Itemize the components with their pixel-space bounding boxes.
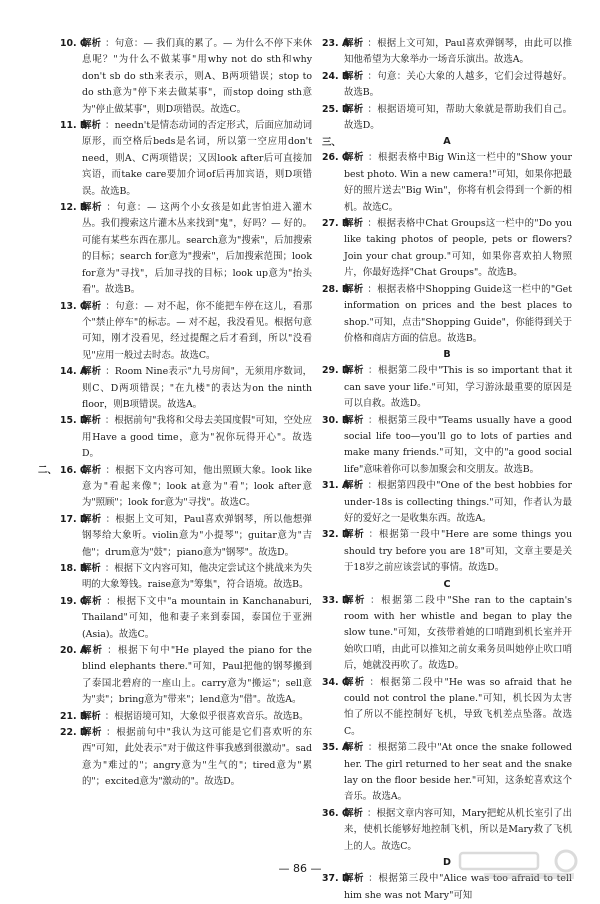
watermark-logo-icon [454, 847, 584, 883]
explanation-text: ：句意：— 我们真的累了。— 为什么不停下来休息呢？"为什么不做某事"用why not do sth和why don't sb do sth来表示，则A、B两项错误；stop to do sth意为"停下来去做某事"，而stop doing sth意为"停止做某事"，则D项错误。故选C。 [82, 38, 312, 115]
answer-label: 解析 [82, 595, 103, 607]
answer-label: 解析 [82, 300, 102, 312]
answer-label: 解析 [82, 513, 102, 525]
explanation-text: ：根据语境可知，帮助大象就是帮助我们自己。故选D。 [344, 103, 572, 132]
explanation-text: ：根据第二段中"She ran to the captain's room with her whistle and began to play the slow tune."可知，女孩带着她的口哨跑到机长室并开始吹口哨，由此可以推知之前女乘务员叫她停止吹口哨后，她就没再吹了。故选D。 [344, 594, 572, 672]
explanation-text: ：根据下句中"He played the piano for the blind elephants there."可知，Paul把他的钢琴搬到了泰国北碧府的一座山上。carry意为"搬运"；sell意为"卖"；bring意为"带来"；lend意为"借"。故选A。 [82, 645, 312, 706]
answer-label: 解析 [344, 70, 364, 82]
answer-entry [322, 478, 572, 527]
question-number: 16. C [60, 464, 87, 476]
answer-label: 解析 [344, 152, 364, 164]
question-number: 22. D [60, 727, 88, 739]
explanation-text: ：needn't是情态动词的否定形式，后面应加动词原形，而空格后beds是名词，所以第一空应用don't need，则A、C两项错误；又因look after后可直接加宾语，而take care要加介词of后再加宾语，则D项错误。故选B。 [82, 120, 312, 197]
question-number: 24. B [322, 70, 350, 82]
question-number: 18. B [60, 563, 88, 574]
question-number: 26. C [322, 152, 349, 164]
answer-entry [322, 363, 572, 412]
answer-label: 解析 [344, 480, 364, 492]
answer-entry [322, 675, 572, 741]
answer-entry [60, 561, 312, 594]
question-number: 31. A [322, 480, 350, 492]
answer-entry [60, 200, 312, 298]
answer-label: 解析 [82, 202, 103, 214]
answer-entry [60, 594, 312, 643]
answer-entry [322, 216, 572, 282]
answer-entry [60, 725, 312, 791]
explanation-text: ：根据第二段中"This is so important that it can save your life."可知，学习游泳最重要的原因是可以自救。故选D。 [344, 365, 572, 410]
answer-label: 解析 [82, 415, 101, 427]
page-number: — 86 — [278, 862, 322, 875]
answer-label: 解析 [344, 594, 367, 606]
answer-label: 解析 [344, 529, 365, 541]
question-number: 25. D [322, 103, 350, 115]
passage-heading: B [443, 349, 451, 361]
answer-label: 解析 [344, 676, 366, 688]
explanation-text: ：句意：— 对不起，你不能把车停在这儿，看那个"禁止停车"的标志。— 对不起，我没看见。根据句意可知，刚才没看见，经过提醒之后才看到，所以"没看见"应用一般过去时态。故选C。 [82, 300, 312, 361]
answer-label: 解析 [82, 710, 101, 722]
section-label: 二、 [38, 464, 57, 476]
explanation-text: ：根据第三段中"Teams usually have a good social life too—you'll go to lots of parties and make many friends."可知，文中的"a good social life"意味着你可以参加聚会和交朋友。故选B。 [344, 414, 572, 475]
explanation-text: ：根据表格中Big Win这一栏中的"Show your best photo. Win a new camera!"可知，如果你把最好的照片送去"Big Win"，你将有机会得到一个新的相机。故选C。 [344, 152, 572, 213]
answer-label: 解析 [344, 414, 364, 426]
answer-label: 解析 [344, 103, 364, 115]
answer-entry [322, 36, 572, 69]
answer-entry [322, 150, 572, 216]
question-number: 15. D [60, 415, 88, 427]
question-number: 10. C [60, 38, 87, 49]
answer-entry [322, 740, 572, 806]
answer-entry [60, 36, 312, 118]
answer-entry [322, 527, 572, 576]
answer-label: 解析 [82, 464, 102, 476]
question-number: 27. B [322, 218, 350, 230]
explanation-text: ：根据下文内容可知，他决定尝试这个挑战来为失明的大象筹钱。raise意为"筹集"，符合语境。故选B。 [82, 563, 312, 591]
left-column [38, 36, 312, 791]
explanation-text: ：根据下文内容可知，他出照顾大象。look like意为"看起来像"；look at意为"看"；look after意为"照顾"；look for意为"寻找"。故选C。 [82, 464, 312, 509]
answer-label: 解析 [344, 38, 364, 49]
explanation-text: ：根据前句"我将和父母去美国度假"可知，空处应用Have a good time，意为"祝你玩得开心"。故选D。 [82, 415, 312, 460]
answer-label: 解析 [344, 742, 364, 754]
explanation-text: ：根据前句中"我认为这可能是它们喜欢听的东西"可知，此处表示"对于做这件事我感到很激动"。sad意为"难过的"；angry意为"生气的"；tired意为"累的"；excited意为"激动的"。故选D。 [82, 727, 312, 788]
question-number: 20. A [60, 645, 88, 657]
question-number: 28. B [322, 283, 350, 295]
section-heading-row [322, 577, 572, 593]
question-number: 23. A [322, 38, 350, 49]
answer-entry [60, 299, 312, 365]
answer-label: 解析 [82, 120, 102, 132]
explanation-text: ：句意：— 这两个小女孩是如此害怕进入灌木丛。我们搜索这片灌木丛来找到"鬼"，好吗？— 好的。可能有某些东西在那儿。search意为"搜索"，后加搜索的目标；search for意为"搜索"，后加搜索范围；look for意为"寻找"，后加寻找的目标；look up意为"抬头看"。故选B。 [82, 202, 312, 296]
explanation-text: ：根据表格中Chat Groups这一栏中的"Do you like taking photos of people, pets or flowers? Join your chat group."可知，如果你喜欢拍人物照片，你最好选择"Chat Groups"。故选B。 [344, 218, 572, 279]
answer-entry [60, 364, 312, 413]
answer-entry [38, 463, 312, 512]
section-heading-row [322, 134, 572, 150]
explanation-text: ：根据表格中Shopping Guide这一栏中的"Get information on prices and the best places to shop."可知，点击"Shopping Guide"，你能得到关于价格和商店方面的信息。故选B。 [344, 283, 572, 344]
question-number: 19. C [60, 595, 87, 607]
answer-entry [322, 413, 572, 479]
explanation-text: ：根据第一段中"Here are some things you should try before you are 18"可知，文章主要是关于18岁之前应该尝试的事情。故选D。 [344, 529, 572, 574]
answer-entry [322, 593, 572, 675]
answer-label: 解析 [344, 365, 365, 377]
right-column [322, 36, 572, 904]
answer-entry [60, 413, 312, 462]
answer-label: 解析 [82, 727, 103, 739]
explanation-text: ：根据下文中"a mountain in Kanchanaburi, Thailand"可知，他和妻子来到泰国，泰国位于亚洲(Asia)。故选C。 [82, 595, 312, 640]
answer-entry [60, 709, 312, 725]
question-number: 34. C [322, 676, 349, 688]
explanation-text: ：根据语境可知，大象似乎很喜欢音乐。故选B。 [104, 710, 309, 722]
answer-entry [60, 512, 312, 561]
answer-label: 解析 [82, 645, 104, 657]
answer-entry [322, 102, 572, 135]
answer-label: 解析 [344, 873, 365, 885]
section-label: 三、 [322, 137, 341, 149]
question-number: 12. B [60, 202, 88, 214]
explanation-text: ：句意：关心大象的人越多，它们会过得越好。故选B。 [344, 70, 572, 99]
question-number: 33. D [322, 594, 350, 606]
explanation-text: ：根据上文可知，Paul喜欢弹钢琴，所以他想弹钢琴给大象听。violin意为"小提琴"；guitar意为"吉他"；drum意为"鼓"；piano意为"钢琴"。故选D。 [82, 513, 312, 558]
explanation-text: ：Room Nine表示"九号房间"，无须用序数词，则C、D两项错误；"在九楼"的表达为on the ninth floor，则B项错误。故选A。 [82, 366, 312, 410]
explanation-text: ：根据文章内容可知，Mary把蛇从机长室引了出来，使机长能够好地控制飞机，所以是Mary救了飞机上的人。故选C。 [344, 807, 572, 852]
passage-heading: C [443, 578, 451, 590]
answer-label: 解析 [344, 807, 363, 819]
question-number: 11. B [60, 120, 88, 132]
answer-entry [322, 282, 572, 348]
answer-entry [60, 118, 312, 200]
passage-heading: D [443, 857, 451, 869]
question-number: 17. D [60, 513, 88, 525]
question-number: 37. D [322, 873, 350, 885]
answer-label: 解析 [344, 283, 364, 295]
explanation-text: ：根据第四段中"One of the best hobbies for under-18s is collecting things."可知，作者认为最好的爱好之一是收集东西。故选A。 [344, 480, 572, 524]
question-number: 32. D [322, 529, 350, 541]
question-number: 30. B [322, 414, 350, 426]
answer-entry [322, 69, 572, 102]
section-heading-row [322, 347, 572, 363]
answer-label: 解析 [82, 38, 102, 49]
question-number: 14. A [60, 366, 88, 378]
answer-label: 解析 [344, 218, 364, 230]
question-number: 36. C [322, 807, 349, 819]
explanation-text: ：根据第二段中"At once the snake followed her. The girl returned to her seat and the snake lay on the floor beside her."可知，这条蛇喜欢这个音乐。故选A。 [344, 742, 572, 803]
answer-label: 解析 [82, 366, 102, 378]
passage-heading: A [443, 136, 451, 148]
answer-label: 解析 [82, 563, 101, 574]
question-number: 35. A [322, 742, 350, 754]
explanation-text: ：根据第二段中"He was so afraid that he could not control the plane."可知，机长因为太害怕了所以不能控制好飞机，导致飞机差点坠落。故选C。 [344, 676, 572, 737]
explanation-text: ：根据上文可知，Paul喜欢弹钢琴，由此可以推知他希望为大象举办一场音乐演出。故选A。 [344, 38, 572, 66]
question-number: 29. D [322, 365, 350, 377]
answer-entry [60, 643, 312, 709]
question-number: 21. B [60, 710, 88, 722]
explanation-text: ：根据第三段中"Alice was too afraid to tell him she was not Mary"可知 [344, 873, 572, 901]
question-number: 13. C [60, 300, 87, 312]
